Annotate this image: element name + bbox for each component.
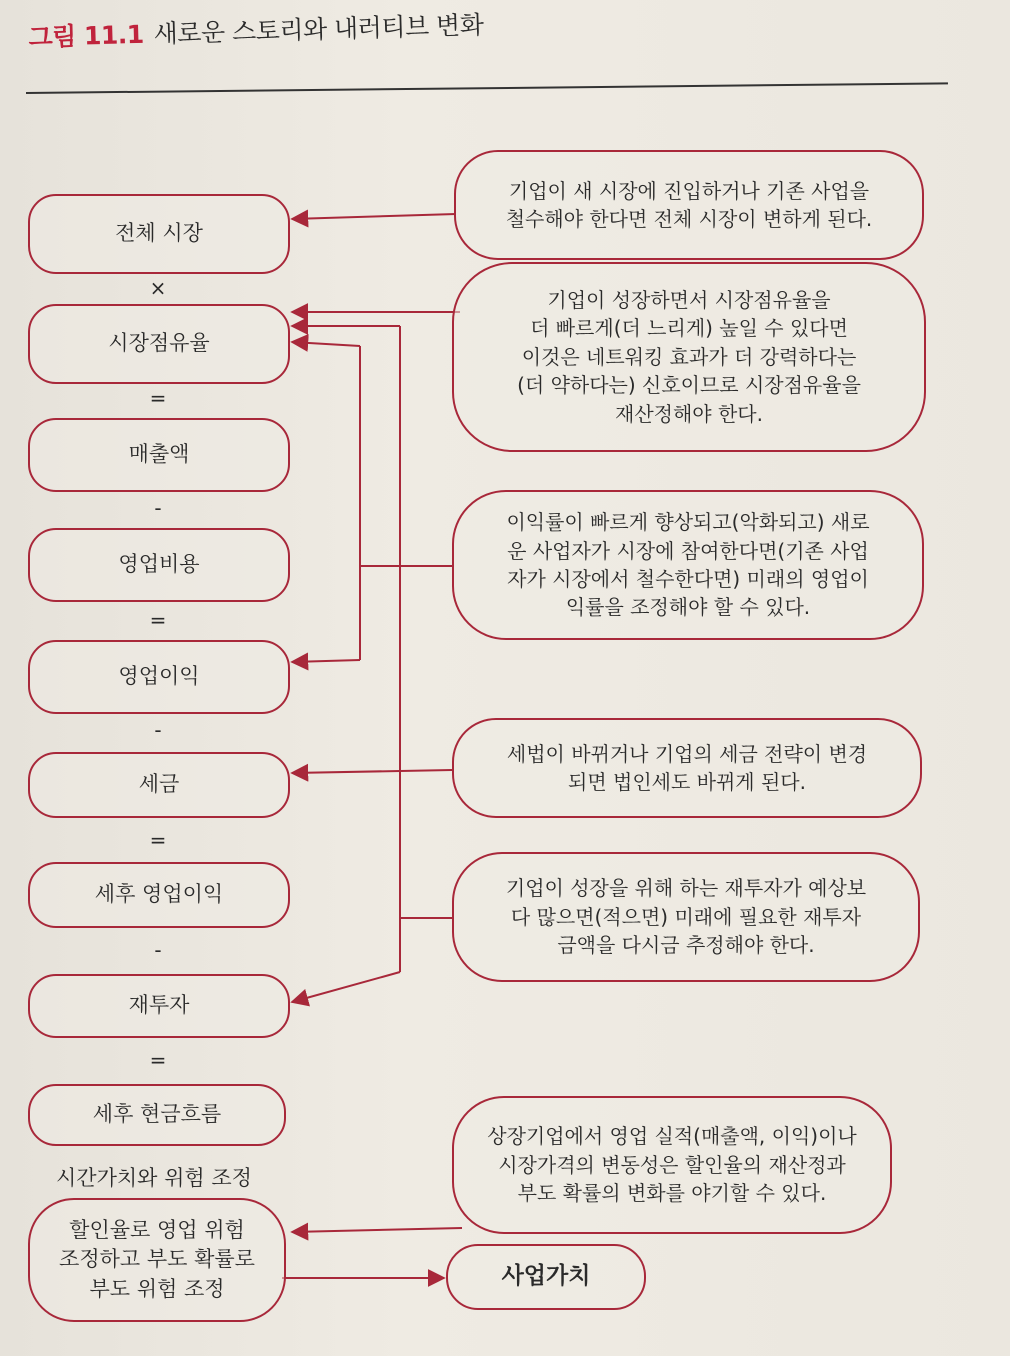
arrow-to-reinvestment — [292, 972, 400, 1002]
volatility-change-bubble: 상장기업에서 영업 실적(매출액, 이익)이나 시장가격의 변동성은 할인율의 재산정과 부도 확률의 변화를 야기할 수 있다. — [452, 1096, 892, 1234]
market-change-bubble: 기업이 새 시장에 진입하거나 기존 사업을 철수해야 한다면 전체 시장이 변하게 된다. — [454, 150, 924, 260]
arrow-to-taxes — [292, 770, 452, 773]
taxes-node — [28, 752, 290, 818]
figure-label: 그림 11.1 — [28, 19, 145, 52]
revenue-label: 매출액 — [128, 442, 190, 467]
equals-operator: = — [149, 608, 167, 632]
arrow-to-total-market — [292, 214, 456, 219]
taxes-label: 세금 — [138, 772, 180, 797]
equals-operator: = — [149, 1048, 167, 1072]
share-change-bubble: 기업이 성장하면서 시장점유율을 더 빠르게(더 느리게) 높일 수 있다면 이것은 네트워킹 효과가 더 강력하다는 (더 약하다는) 신호이므로 시장점유율을 재산정해야 한다. — [452, 262, 926, 452]
operating-profit-node — [28, 640, 290, 714]
minus-operator: - — [154, 718, 162, 742]
after-tax-cash-flow-label: 세후 현금흐름 — [92, 1102, 222, 1127]
time-risk-caption: 시간가치와 위험 조정 — [56, 1166, 252, 1190]
total-market-label: 전체 시장 — [115, 221, 203, 246]
business-value-label: 사업가치 — [501, 1263, 591, 1290]
reinvestment-label: 재투자 — [128, 993, 190, 1018]
operating-costs-label: 영업비용 — [118, 552, 200, 577]
tax-change-bubble: 세법이 바뀌거나 기업의 세금 전략이 변경 되면 법인세도 바뀌게 된다. — [452, 718, 922, 818]
equals-operator: = — [149, 386, 167, 410]
total-market-node — [28, 194, 290, 274]
after-tax-operating-profit-label: 세후 영업이익 — [94, 882, 224, 907]
after-tax-cash-flow-node — [28, 1084, 286, 1146]
margin-change-bubble: 이익률이 빠르게 향상되고(악화되고) 새로 운 사업자가 시장에 참여한다면(기존 사업 자가 시장에서 철수한다면) 미래의 영업이 익률을 조정해야 할 수 있다. — [452, 490, 924, 640]
market-share-label: 시장점유율 — [108, 331, 210, 356]
operating-costs-node — [28, 528, 290, 602]
market-share-node — [28, 304, 290, 384]
revenue-node — [28, 418, 290, 492]
discount-adjustment-node — [28, 1198, 286, 1322]
minus-operator: - — [154, 938, 162, 962]
after-tax-operating-profit-node — [28, 862, 290, 928]
reinvestment-node — [28, 974, 290, 1038]
business-value-node — [446, 1244, 646, 1310]
reinvestment-change-bubble: 기업이 성장을 위해 하는 재투자가 예상보 다 많으면(적으면) 미래에 필요한 재투자 금액을 다시금 추정해야 한다. — [452, 852, 920, 982]
arrow-share-margin — [292, 342, 360, 346]
arrow-to-operating-profit — [292, 660, 360, 662]
minus-operator: - — [154, 496, 162, 520]
multiply-operator: × — [149, 276, 167, 300]
operating-profit-label: 영업이익 — [118, 664, 200, 689]
discount-adjustment-label: 할인율로 영업 위험 조정하고 부도 확률로 부도 위험 조정 — [59, 1217, 255, 1301]
equals-operator: = — [149, 828, 167, 852]
arrow-to-discount — [292, 1228, 462, 1232]
figure-title-text: 새로운 스토리와 내러티브 변화 — [153, 10, 484, 49]
